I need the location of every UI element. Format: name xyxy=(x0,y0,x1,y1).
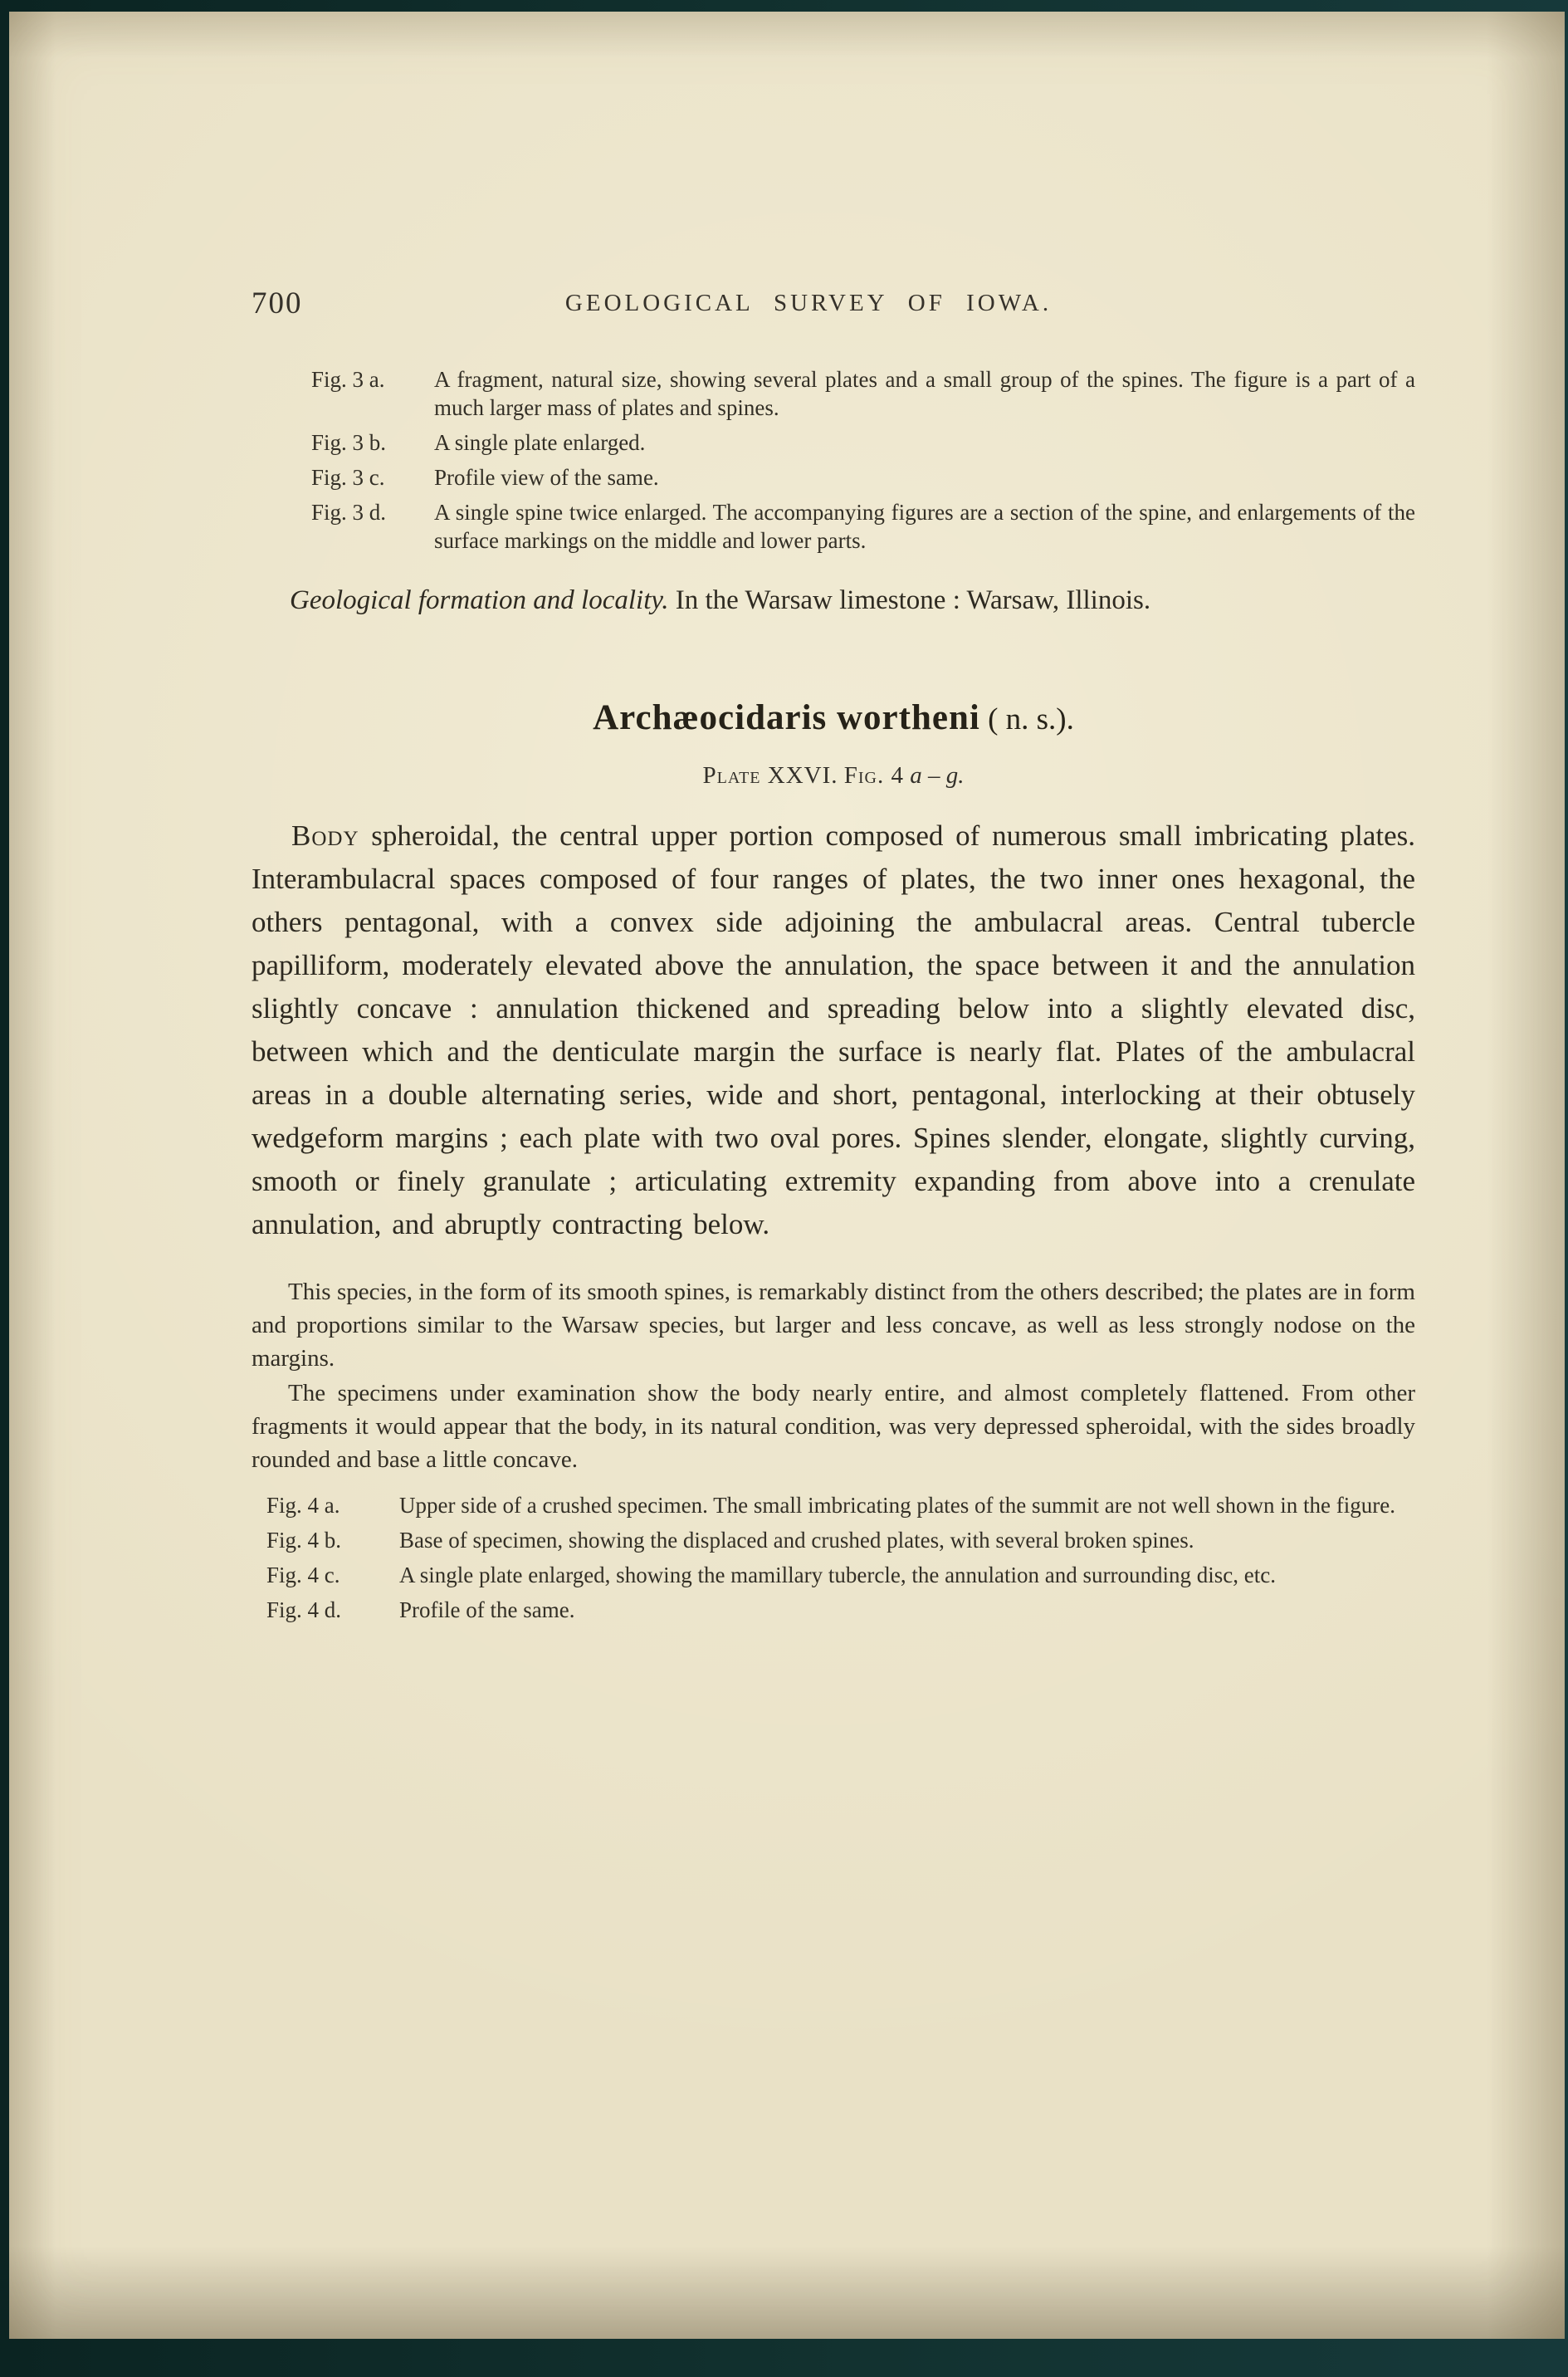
caption-label: Fig. 3 b. xyxy=(311,430,387,455)
description-text: spheroidal, the central upper portion composed of numerous small imbricating plates. Interambulacral spaces composed of four ranges of plates, the two inner ones hexagonal, the others pentagonal, with a convex side adjoining the ambulacral areas. Central tubercle papilliform, moderately elevated above the annulation, the space between it and the annulation slightly concave : annulation thickened and spreading below into a slightly elevated disc, between which and the denticulate margin the surface is nearly flat. Plates of the ambulacral areas in a double alternating series, wide and short, pentagonal, interlocking at their obtusely wedgeform margins ; each plate with two oval pores. Spines slender, elongate, slightly curving, smooth or finely granulate ; articulating extremity expanding from above into a crenulate annulation, and abruptly contracting below. xyxy=(252,819,1415,1240)
caption-text: Profile of the same. xyxy=(399,1597,575,1622)
running-head xyxy=(252,286,1415,325)
caption-text: A fragment, natural size, showing several plates and a small group of the spines. The figure is a part of a much larger mass of plates and spines. xyxy=(434,367,1415,420)
note-paragraph-1: This species, in the form of its smooth spines, is remarkably distinct from the others described; the plates are in form and proportions similar to the Warsaw species, but larger and less concave, as well as less strongly nodose on the margins. xyxy=(252,1278,1415,1372)
page-number: 700 xyxy=(252,286,303,320)
caption-text: A single spine twice enlarged. The accompanying figures are a section of the spine, and enlargements of the surface markings on the middle and lower parts. xyxy=(434,500,1415,553)
caption-label: Fig. 3 c. xyxy=(311,465,385,490)
caption-label: Fig. 4 c. xyxy=(266,1562,340,1587)
caption-row xyxy=(266,1561,1415,1589)
figure-label: Fig. 4 xyxy=(843,761,904,789)
caption-text: Base of specimen, showing the displaced and crushed plates, with several broken spines. xyxy=(399,1527,1194,1553)
note-paragraph-2: The specimens under examination show the body nearly entire, and almost completely flattened. From other fragments it would appear that the body, in its natural condition, was very depressed spheroidal, with the sides broadly rounded and base a little concave. xyxy=(252,1379,1415,1473)
caption-row xyxy=(311,428,1415,457)
species-heading-suffix: ( n. s.). xyxy=(979,702,1074,736)
fig4-caption-list xyxy=(266,1491,1415,1624)
caption-row xyxy=(311,365,1415,422)
caption-row xyxy=(266,1526,1415,1554)
caption-row xyxy=(266,1596,1415,1624)
caption-label: Fig. 3 a. xyxy=(311,367,385,392)
running-title: GEOLOGICAL SURVEY OF IOWA. xyxy=(564,290,1053,316)
caption-row xyxy=(266,1491,1415,1519)
plate-reference xyxy=(252,762,1415,790)
caption-text: A single plate enlarged. xyxy=(434,430,646,455)
caption-text: Profile view of the same. xyxy=(434,465,659,490)
description-lead: Body xyxy=(291,819,359,852)
book-page xyxy=(9,12,1565,2339)
species-heading xyxy=(252,697,1415,738)
caption-label: Fig. 3 d. xyxy=(311,500,387,525)
figure-range: a – g. xyxy=(910,761,965,789)
caption-text: A single plate enlarged, showing the mamillary tubercle, the annulation and surrounding disc, etc. xyxy=(399,1562,1276,1587)
caption-label: Fig. 4 b. xyxy=(266,1527,342,1553)
plate-label: Plate XXVI. xyxy=(702,761,838,789)
species-name: Archæocidaris wortheni xyxy=(593,698,980,737)
formation-rest: In the Warsaw limestone : Warsaw, Illinois. xyxy=(668,585,1151,615)
formation-paragraph xyxy=(252,580,1415,621)
discussion-notes xyxy=(252,1275,1415,1476)
fig3-caption-list xyxy=(311,365,1415,555)
caption-text: Upper side of a crushed specimen. The small imbricating plates of the summit are not well shown in the figure. xyxy=(399,1492,1395,1518)
page-content xyxy=(9,12,1565,1624)
species-description xyxy=(252,814,1415,1246)
caption-label: Fig. 4 d. xyxy=(266,1597,342,1622)
caption-row xyxy=(311,498,1415,555)
caption-row xyxy=(311,463,1415,492)
formation-lead: Geological formation and locality. xyxy=(290,585,669,615)
caption-label: Fig. 4 a. xyxy=(266,1492,340,1518)
